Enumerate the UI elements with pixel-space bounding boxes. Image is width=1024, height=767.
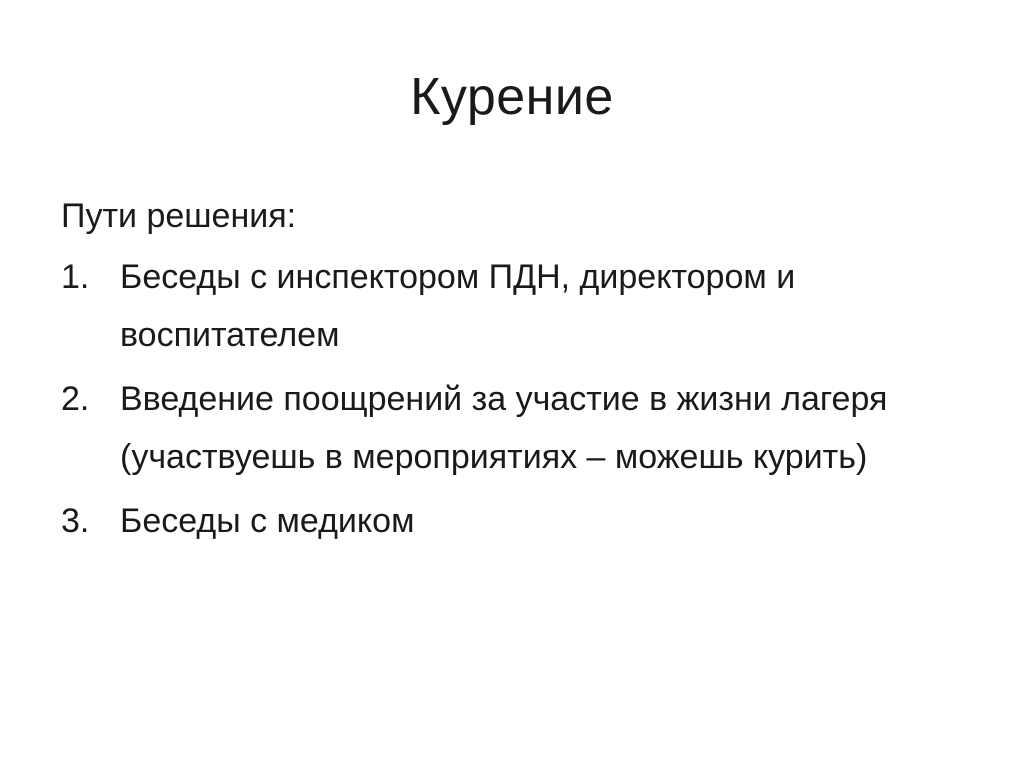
list-item [61,492,961,550]
list-item [61,370,961,486]
slide-body [61,190,961,550]
list-item-number: 3. [61,502,90,540]
list-item-text: Беседы с медиком [120,502,415,540]
intro-text: Пути решения: [61,197,297,235]
list-item-text: Введение поощрений за участие в жизни лагеря (участвуешь в мероприятиях – можешь курить) [120,380,888,476]
list-item-number: 2. [61,380,90,418]
solutions-list [61,248,961,550]
list-item-number: 1. [61,258,90,296]
slide-title: Курение [410,68,614,126]
list-item [61,248,961,364]
list-item-text: Беседы с инспектором ПДН, директором и воспитателем [120,258,796,354]
